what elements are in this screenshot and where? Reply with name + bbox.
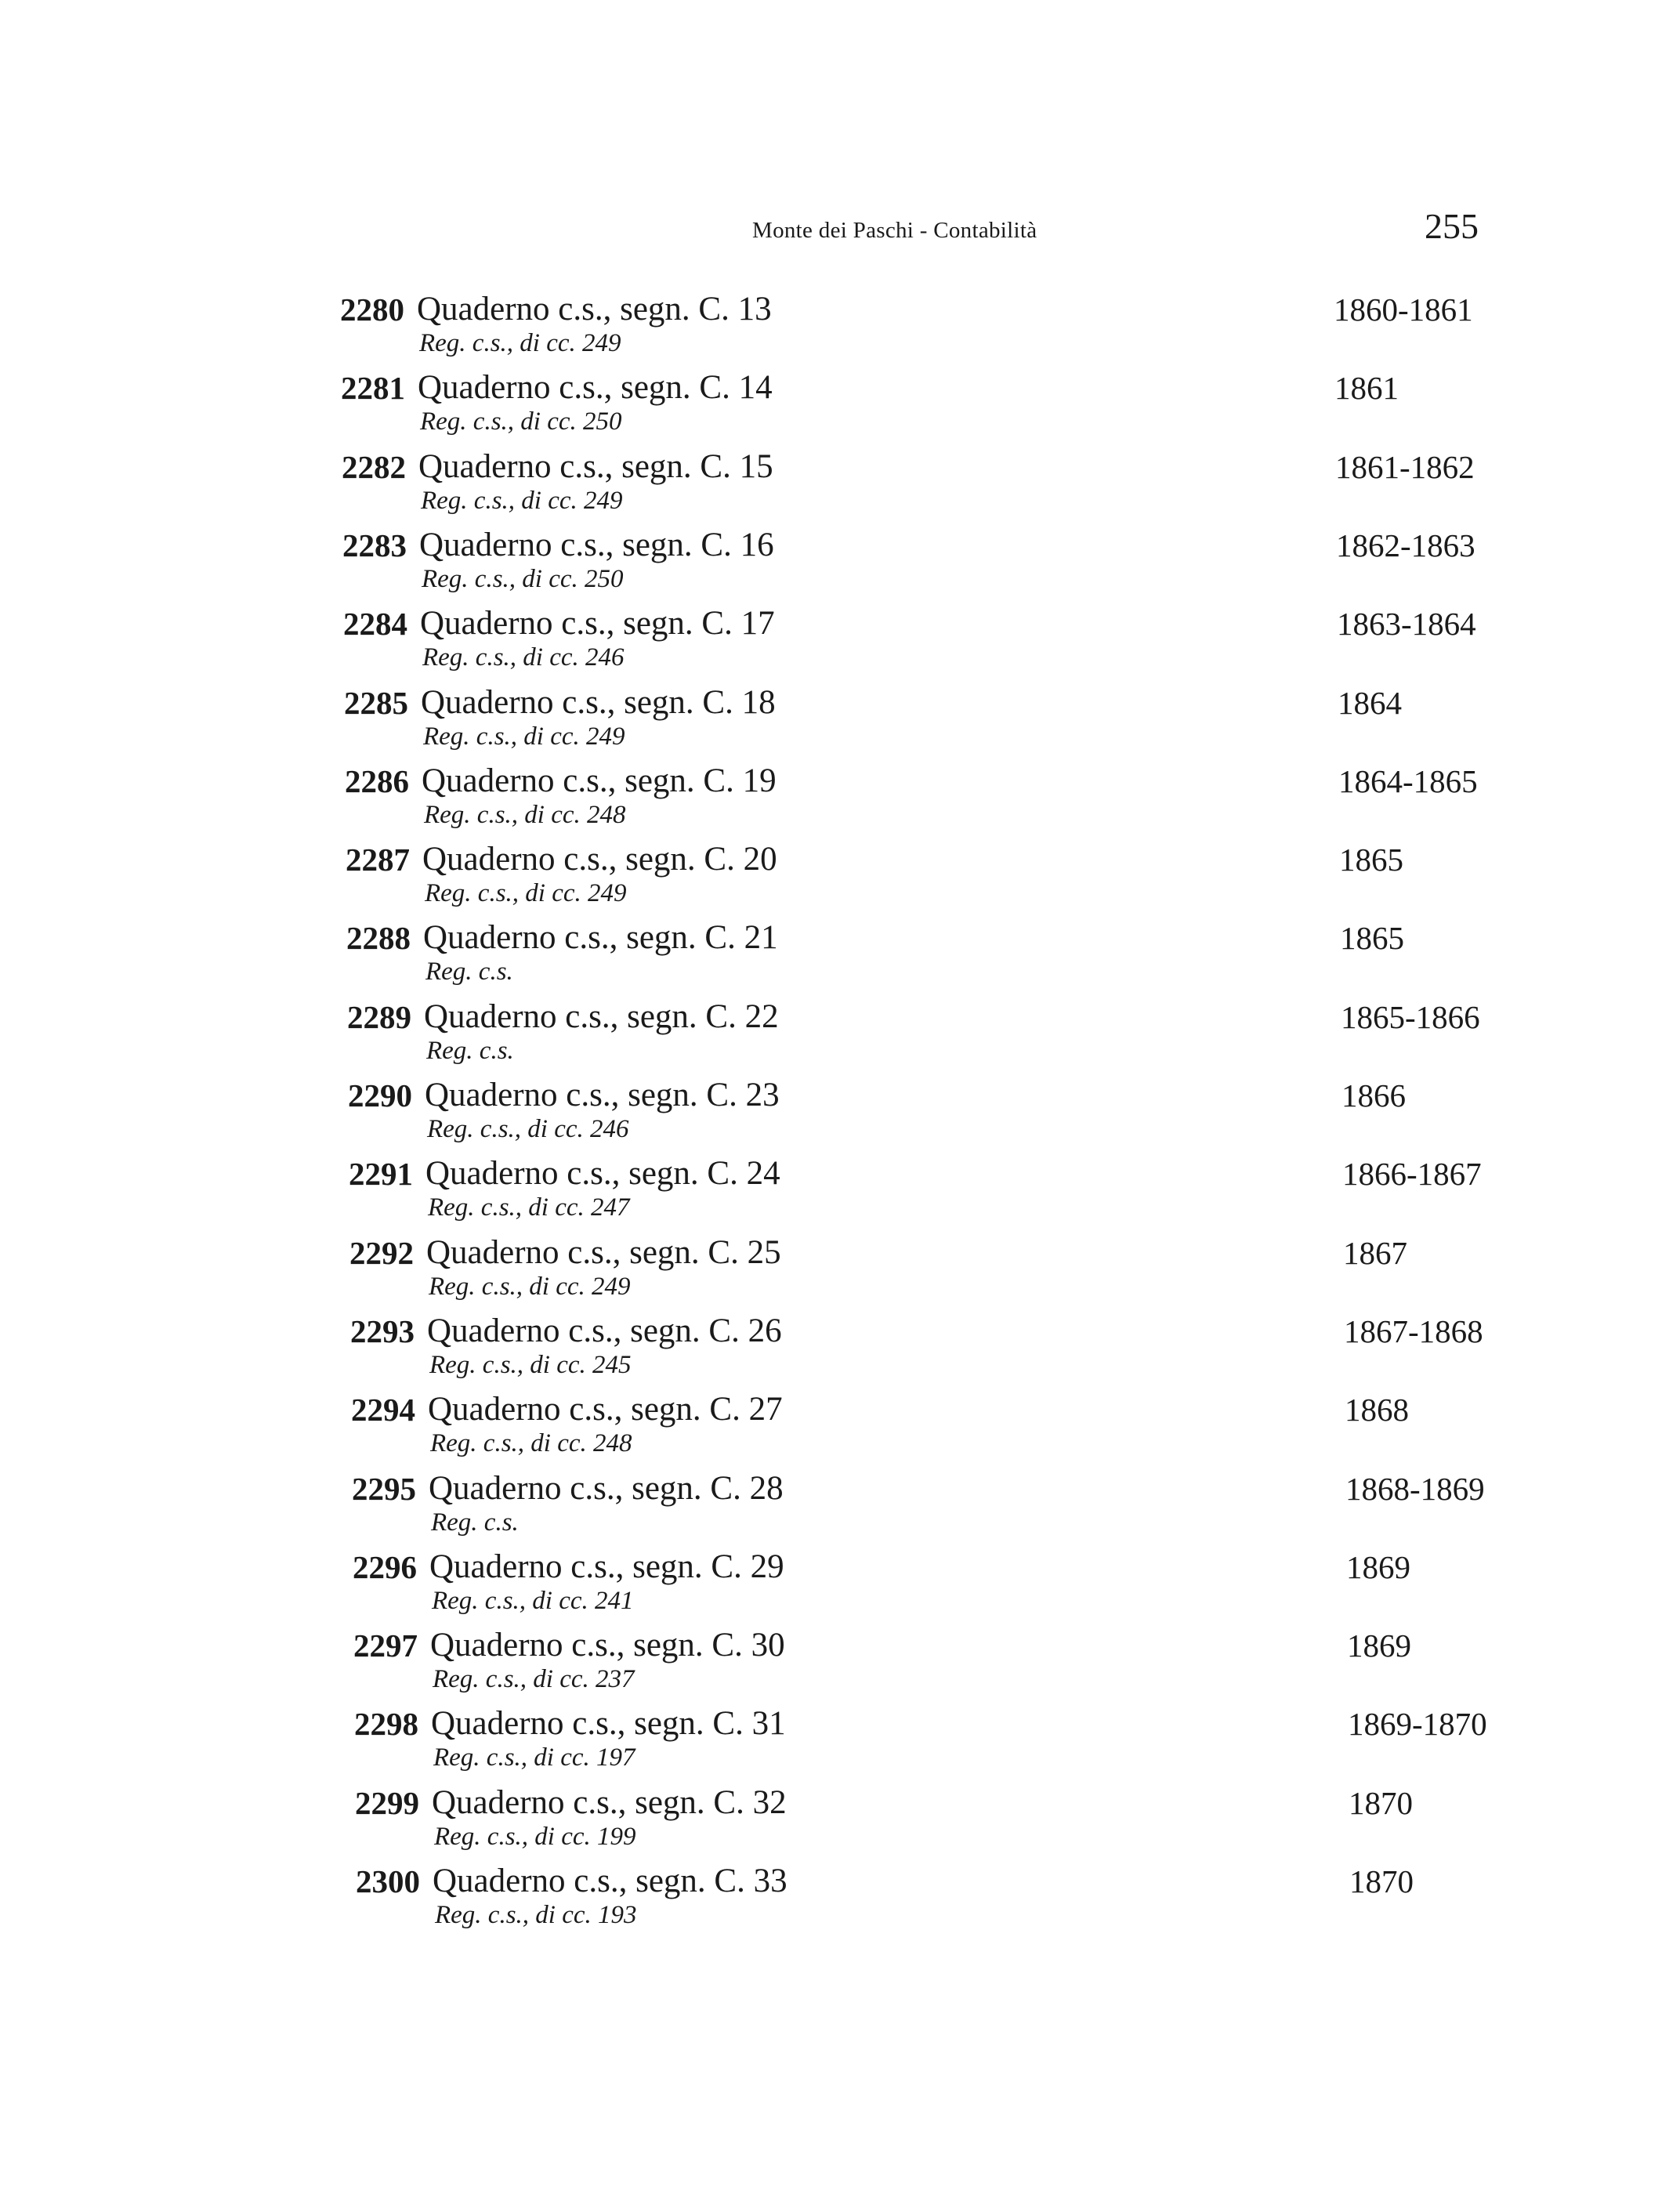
entry-number: 2297 [353,1627,418,1664]
entry-date: 1860-1861 [1334,291,1473,328]
entry-number: 2285 [344,685,408,721]
entry [0,1233,1680,1312]
entry-description: Reg. c.s., di cc. 246 [427,1115,629,1143]
entry [0,604,1680,682]
entry-title: Quaderno c.s., segn. C. 31 [431,1705,786,1742]
entry-date: 1865 [1339,842,1403,878]
entry [0,290,1680,368]
entry-description: Reg. c.s., di cc. 249 [429,1273,631,1301]
entry-number: 2298 [354,1706,418,1742]
entry-description: Reg. c.s., di cc. 241 [432,1587,634,1615]
entry-description: Reg. c.s., di cc. 237 [433,1665,635,1693]
entry-date: 1870 [1349,1785,1413,1821]
entry [0,447,1680,526]
entry-title: Quaderno c.s., segn. C. 16 [419,527,774,563]
entry [0,1704,1680,1783]
entry-number: 2283 [342,527,407,563]
entry [0,997,1680,1076]
entry-number: 2292 [349,1235,414,1271]
entry-description: Reg. c.s., di cc. 248 [430,1429,632,1457]
entry-description: Reg. c.s. [425,958,513,986]
entry-description: Reg. c.s., di cc. 249 [425,879,627,907]
entry-description: Reg. c.s., di cc. 249 [423,722,625,751]
entry [0,1469,1680,1548]
entry-title: Quaderno c.s., segn. C. 30 [430,1627,785,1664]
entry-title: Quaderno c.s., segn. C. 19 [422,762,777,799]
entry [0,1390,1680,1468]
running-title: Monte dei Paschi - Contabilità [752,218,1037,243]
entry-description: Reg. c.s., di cc. 199 [434,1823,636,1851]
entry-description: Reg. c.s., di cc. 245 [429,1351,632,1379]
entry [0,526,1680,604]
entry [0,1783,1680,1862]
entry-number: 2300 [356,1863,420,1899]
entry-number: 2295 [352,1471,416,1507]
entry-date: 1868-1869 [1345,1471,1485,1507]
entry-title: Quaderno c.s., segn. C. 23 [425,1077,780,1113]
entry-date: 1866 [1341,1077,1406,1113]
entry [0,1312,1680,1390]
entry-number: 2289 [347,999,411,1035]
page-number: 255 [1425,206,1479,246]
entry-description: Reg. c.s., di cc. 197 [433,1743,635,1772]
entry-date: 1867 [1343,1235,1407,1271]
entry-title: Quaderno c.s., segn. C. 24 [425,1155,780,1192]
entry-description: Reg. c.s., di cc. 193 [435,1901,637,1929]
entry-number: 2286 [345,763,409,799]
entry-date: 1869-1870 [1348,1706,1487,1742]
entry-date: 1868 [1345,1392,1409,1428]
entry-title: Quaderno c.s., segn. C. 26 [427,1312,782,1349]
entry [0,1154,1680,1233]
entry-description: Reg. c.s., di cc. 248 [424,801,626,829]
entry [0,368,1680,447]
entry-date: 1864 [1338,685,1402,721]
entry-description: Reg. c.s., di cc. 249 [419,329,621,357]
entry-number: 2296 [353,1549,417,1585]
entry [0,1626,1680,1704]
entry-date: 1863-1864 [1337,606,1476,642]
entry-description: Reg. c.s., di cc. 247 [428,1193,630,1222]
entry [0,762,1680,840]
entry-title: Quaderno c.s., segn. C. 14 [418,369,773,406]
entry [0,840,1680,918]
entry [0,1862,1680,1940]
entry-number: 2294 [351,1392,415,1428]
entry-date: 1861-1862 [1335,449,1475,485]
entry [0,1076,1680,1154]
entry-title: Quaderno c.s., segn. C. 13 [417,291,772,328]
entry-description: Reg. c.s., di cc. 246 [422,643,625,672]
entry-date: 1862-1863 [1336,527,1475,563]
entry-description: Reg. c.s., di cc. 249 [421,487,623,515]
entry-number: 2291 [349,1156,413,1192]
entry [0,683,1680,762]
entry-number: 2284 [343,606,407,642]
entry-title: Quaderno c.s., segn. C. 33 [433,1863,788,1899]
entry-date: 1865 [1340,920,1404,956]
entry-date: 1864-1865 [1338,763,1478,799]
entry-title: Quaderno c.s., segn. C. 32 [432,1784,787,1821]
entry-date: 1866-1867 [1342,1156,1482,1192]
entry-title: Quaderno c.s., segn. C. 18 [421,684,776,721]
entry-description: Reg. c.s. [426,1037,514,1065]
entry-number: 2288 [346,920,411,956]
entry-date: 1861 [1334,370,1399,406]
entry [0,1548,1680,1626]
entry-title: Quaderno c.s., segn. C. 29 [429,1548,784,1585]
entry-title: Quaderno c.s., segn. C. 17 [420,605,775,642]
entry-number: 2287 [346,842,410,878]
entry-description: Reg. c.s. [431,1508,519,1537]
entry-title: Quaderno c.s., segn. C. 22 [424,998,779,1035]
entry-description: Reg. c.s., di cc. 250 [420,407,622,436]
entry-date: 1867-1868 [1344,1313,1483,1349]
entry-number: 2282 [342,449,406,485]
entry-number: 2293 [350,1313,415,1349]
entry [0,918,1680,997]
entry-number: 2290 [348,1077,412,1113]
entry-number: 2281 [341,370,405,406]
entry-title: Quaderno c.s., segn. C. 20 [422,841,777,878]
entry-number: 2299 [355,1785,419,1821]
entry-title: Quaderno c.s., segn. C. 15 [418,448,773,485]
entry-description: Reg. c.s., di cc. 250 [422,565,624,593]
entry-date: 1869 [1346,1549,1410,1585]
entry-date: 1870 [1349,1863,1414,1899]
entry-title: Quaderno c.s., segn. C. 27 [428,1391,783,1428]
entry-date: 1865-1866 [1341,999,1480,1035]
entry-title: Quaderno c.s., segn. C. 25 [426,1234,781,1271]
entry-number: 2280 [340,291,404,328]
entry-title: Quaderno c.s., segn. C. 28 [429,1470,784,1507]
entry-date: 1869 [1347,1627,1411,1664]
entry-title: Quaderno c.s., segn. C. 21 [423,919,778,956]
